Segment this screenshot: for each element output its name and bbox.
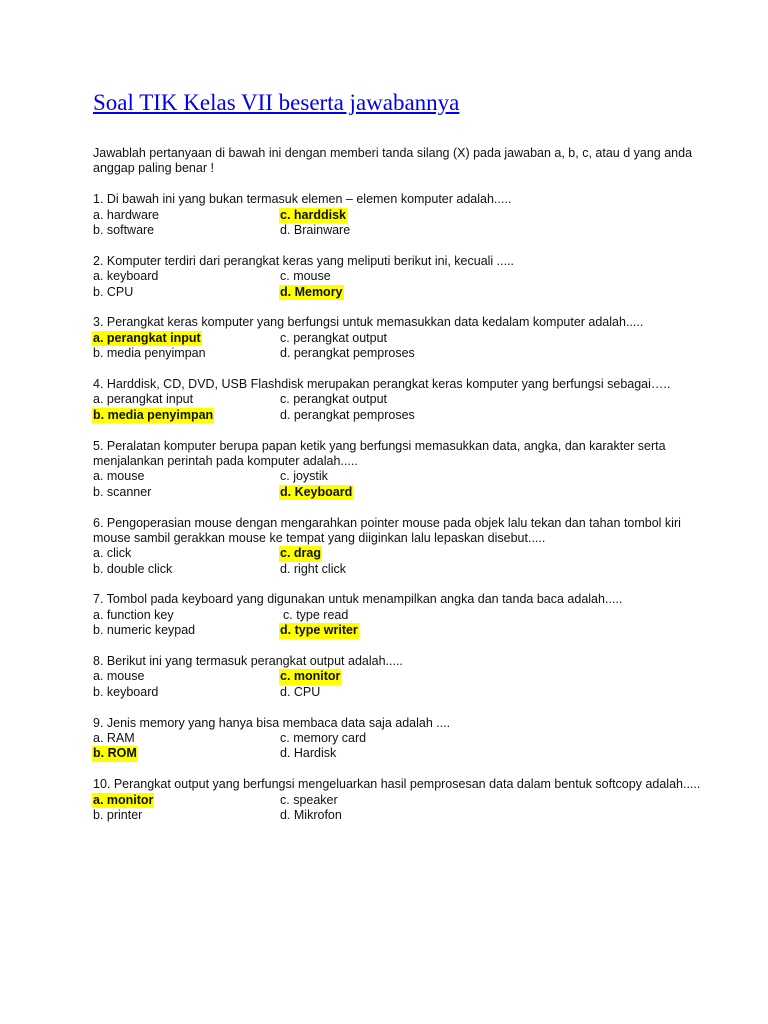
question-text: 3. Perangkat keras komputer yang berfungsi untuk memasukkan data kedalam komputer adalah..... [93, 315, 644, 330]
option-row [93, 685, 703, 700]
answer-option: c. perangkat output [280, 330, 388, 345]
question-7 [93, 592, 703, 638]
answer-option: d. perangkat pemproses [280, 346, 415, 361]
question-text: 5. Peralatan komputer berupa papan ketik yang berfungsi memasukkan data, angka, dan karakter serta menjalankan perintah pada komputer adalah..... [93, 438, 666, 468]
question-3 [93, 315, 703, 361]
answer-option-highlighted: d. type writer [280, 623, 358, 638]
answer-option: c. memory card [280, 731, 367, 746]
question-8 [93, 654, 703, 700]
answer-option: b. printer [93, 808, 143, 823]
question-text: 6. Pengoperasian mouse dengan mengarahkan pointer mouse pada objek lalu tekan dan tahan tombol kiri mouse sambil gerakkan mouse ke tempat yang diiginkan lalu lepaskan disebut..... [93, 515, 681, 545]
option-row [93, 746, 703, 761]
option-row [93, 269, 703, 284]
question-1 [93, 192, 703, 238]
answer-option-highlighted: d. Keyboard [280, 484, 353, 499]
answer-option: b. CPU [93, 284, 134, 299]
question-text: 4. Harddisk, CD, DVD, USB Flashdisk merupakan perangkat keras komputer yang berfungsi sebagai….. [93, 376, 671, 391]
answer-option: a. mouse [93, 669, 145, 684]
option-row [93, 669, 703, 684]
answer-option: c. joystik [280, 469, 328, 484]
answer-option: a. RAM [93, 731, 135, 746]
answer-option: c. speaker [280, 792, 338, 807]
answer-option-highlighted: a. monitor [93, 792, 154, 807]
answer-option: a. mouse [93, 469, 145, 484]
option-row [93, 608, 703, 623]
option-row [93, 208, 703, 223]
option-row [93, 408, 703, 423]
answer-option: a. keyboard [93, 269, 159, 284]
answer-option-highlighted: d. Memory [280, 284, 343, 299]
option-row [93, 285, 703, 300]
question-5 [93, 439, 703, 501]
option-row [93, 485, 703, 500]
option-row [93, 223, 703, 238]
answer-option: c. perangkat output [280, 392, 388, 407]
option-row [93, 469, 703, 484]
answer-option-highlighted: c. monitor [280, 669, 341, 684]
question-text: 10. Perangkat output yang berfungsi mengeluarkan hasil pemprosesan data dalam bentuk softcopy adalah..... [93, 777, 701, 792]
answer-option: b. software [93, 223, 155, 237]
question-2 [93, 254, 703, 300]
answer-option-highlighted: a. perangkat input [93, 330, 201, 345]
answer-option-highlighted: b. ROM [93, 746, 137, 761]
answer-option: a. function key [93, 607, 174, 622]
answer-option: c. type read [283, 607, 349, 622]
option-row [93, 331, 703, 346]
question-4 [93, 377, 703, 423]
answer-option: d. Mikrofon [280, 808, 342, 823]
option-row [93, 793, 703, 808]
answer-option: a. click [93, 546, 132, 561]
page-title[interactable]: Soal TIK Kelas VII beserta jawabannya [93, 90, 460, 115]
instruction-text: Jawablah pertanyaan di bawah ini dengan memberi tanda silang (X) pada jawaban a, b, c, atau d yang anda anggap paling benar ! [93, 146, 693, 176]
answer-option-highlighted: c. harddisk [280, 207, 346, 222]
answer-option: d. CPU [280, 684, 321, 699]
question-text: 9. Jenis memory yang hanya bisa membaca data saja adalah .... [93, 715, 451, 730]
question-6 [93, 516, 703, 578]
answer-option: b. media penyimpan [93, 346, 206, 361]
option-row [93, 808, 703, 823]
answer-option: a. hardware [93, 207, 160, 222]
answer-option-highlighted: b. media penyimpan [93, 407, 214, 422]
question-text: 7. Tombol pada keyboard yang digunakan untuk menampilkan angka dan tanda baca adalah..... [93, 592, 623, 607]
option-row [93, 546, 703, 561]
question-10 [93, 777, 703, 823]
answer-option: c. mouse [280, 269, 331, 284]
question-list [93, 192, 703, 823]
document-body [93, 146, 703, 839]
answer-option: d. right click [280, 561, 346, 576]
question-text: 2. Komputer terdiri dari perangkat keras yang meliputi berikut ini, kecuali ..... [93, 253, 515, 268]
option-row [93, 346, 703, 361]
option-row [93, 623, 703, 638]
answer-option: d. Hardisk [280, 746, 337, 761]
question-text: 1. Di bawah ini yang bukan termasuk elemen – elemen komputer adalah..... [93, 192, 512, 207]
option-row [93, 392, 703, 407]
answer-option: b. double click [93, 561, 173, 576]
answer-option: a. perangkat input [93, 392, 194, 407]
answer-option: d. Brainware [280, 223, 351, 237]
question-text: 8. Berikut ini yang termasuk perangkat output adalah..... [93, 654, 403, 669]
answer-option-highlighted: c. drag [280, 546, 321, 561]
option-row [93, 562, 703, 577]
answer-option: b. scanner [93, 484, 152, 499]
question-9 [93, 716, 703, 762]
option-row [93, 731, 703, 746]
answer-option: b. numeric keypad [93, 623, 196, 638]
answer-option: d. perangkat pemproses [280, 407, 415, 422]
answer-option: b. keyboard [93, 684, 159, 699]
